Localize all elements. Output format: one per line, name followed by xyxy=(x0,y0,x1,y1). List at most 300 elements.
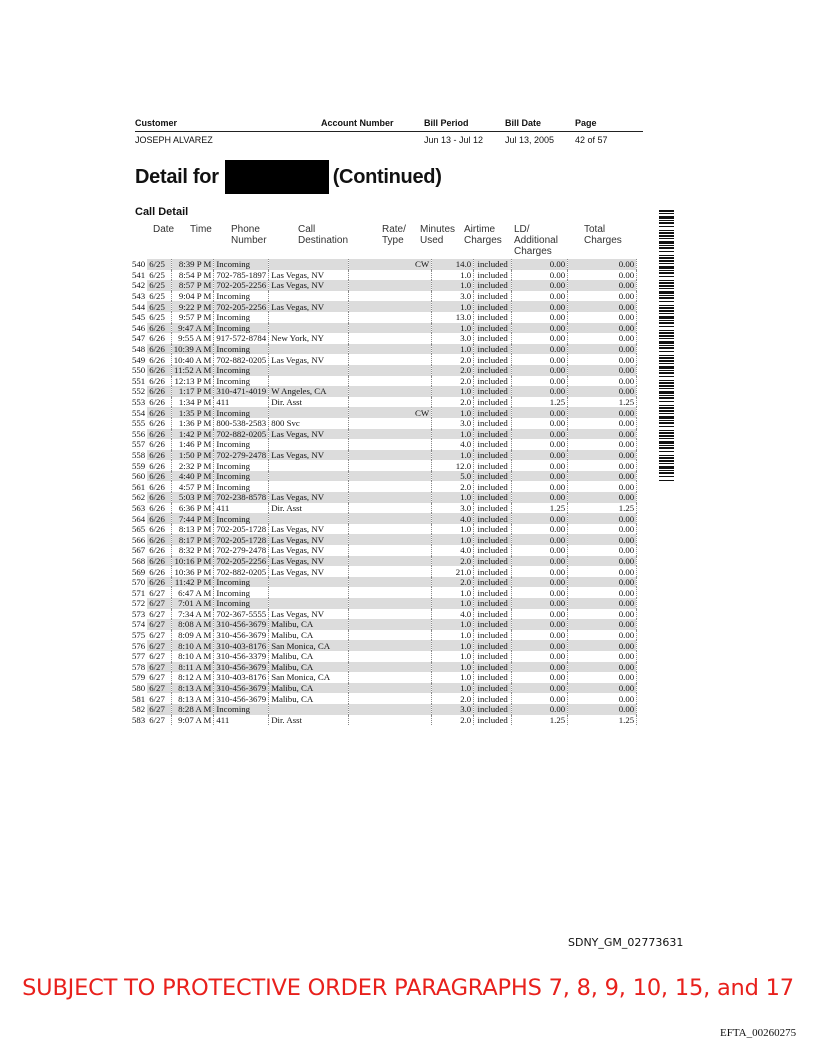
call-destination: W Angeles, CA xyxy=(269,386,349,397)
rate-type xyxy=(349,524,432,535)
page-label: Page xyxy=(575,118,597,128)
table-row xyxy=(130,513,637,524)
rate-type xyxy=(349,333,432,344)
call-time: 10:40 A M xyxy=(171,354,214,365)
table-row xyxy=(130,587,637,598)
barcode-bar xyxy=(659,241,674,244)
minutes-used: 3.0 xyxy=(432,418,474,429)
ld-charges: 0.00 xyxy=(512,683,568,694)
ld-charges: 0.00 xyxy=(512,418,568,429)
airtime-charges: included xyxy=(474,693,512,704)
barcode-bar xyxy=(659,291,674,294)
barcode-bar xyxy=(659,235,674,237)
ld-charges: 1.25 xyxy=(512,715,568,726)
call-destination: Las Vegas, NV xyxy=(269,524,349,535)
call-destination: Las Vegas, NV xyxy=(269,301,349,312)
row-number: 553 xyxy=(132,397,146,408)
barcode-bar xyxy=(659,230,674,231)
row-number: 549 xyxy=(132,354,146,365)
ld-charges: 0.00 xyxy=(512,524,568,535)
call-destination xyxy=(269,323,349,334)
table-row xyxy=(130,312,637,323)
col-ld-charges: LD/ Additional Charges xyxy=(514,224,558,257)
row-number: 543 xyxy=(132,291,146,302)
total-charges: 0.00 xyxy=(568,270,637,281)
minutes-used: 2.0 xyxy=(432,365,474,376)
table-row xyxy=(130,662,637,673)
table-row xyxy=(130,609,637,620)
minutes-used: 13.0 xyxy=(432,312,474,323)
call-time: 8:28 A M xyxy=(171,704,214,715)
row-number: 547 xyxy=(132,333,146,344)
rate-type xyxy=(349,609,432,620)
barcode-bar xyxy=(659,255,674,256)
call-time: 9:47 A M xyxy=(171,323,214,334)
table-row xyxy=(130,407,637,418)
call-date: 6/26 xyxy=(147,460,171,471)
total-charges: 0.00 xyxy=(568,545,637,556)
ld-charges: 0.00 xyxy=(512,407,568,418)
call-destination: Malibu, CA xyxy=(269,693,349,704)
airtime-charges: included xyxy=(474,354,512,365)
airtime-charges: included xyxy=(474,270,512,281)
ld-charges: 0.00 xyxy=(512,672,568,683)
call-time: 7:34 A M xyxy=(171,609,214,620)
bill-header xyxy=(135,118,643,146)
col-phone: Phone Number xyxy=(231,224,267,246)
barcode-bar xyxy=(659,288,674,289)
ld-charges: 0.00 xyxy=(512,460,568,471)
airtime-charges: included xyxy=(474,280,512,291)
call-date: 6/26 xyxy=(147,577,171,588)
airtime-charges: included xyxy=(474,323,512,334)
total-charges: 0.00 xyxy=(568,619,637,630)
barcode-bar xyxy=(659,282,674,284)
barcode-bar xyxy=(659,463,674,464)
col-rate-type: Rate/ Type xyxy=(382,224,406,246)
bill-period-label: Bill Period xyxy=(424,118,469,128)
total-charges: 0.00 xyxy=(568,418,637,429)
table-row xyxy=(130,270,637,281)
call-time: 4:57 P M xyxy=(171,481,214,492)
detail-title xyxy=(135,160,442,194)
call-destination: San Monica, CA xyxy=(269,672,349,683)
table-row xyxy=(130,492,637,503)
ld-charges: 0.00 xyxy=(512,587,568,598)
col-airtime: Airtime Charges xyxy=(464,224,502,246)
ld-charges: 0.00 xyxy=(512,566,568,577)
call-time: 8:39 P M xyxy=(171,259,214,270)
barcode-bar xyxy=(659,301,674,302)
airtime-charges: included xyxy=(474,312,512,323)
barcode-bar xyxy=(659,376,674,377)
barcode-bar xyxy=(659,307,674,309)
ld-charges: 0.00 xyxy=(512,280,568,291)
call-time: 8:54 P M xyxy=(171,270,214,281)
barcode-bar xyxy=(659,295,674,296)
barcode-bar xyxy=(659,438,674,439)
table-row xyxy=(130,524,637,535)
rate-type xyxy=(349,492,432,503)
ld-charges: 0.00 xyxy=(512,365,568,376)
table-row xyxy=(130,683,637,694)
bill-period-value: Jun 13 - Jul 12 xyxy=(424,135,484,145)
table-row xyxy=(130,556,637,567)
call-time: 5:03 P M xyxy=(171,492,214,503)
minutes-used: 1.0 xyxy=(432,587,474,598)
section-title: Call Detail xyxy=(135,206,189,218)
call-time: 9:55 A M xyxy=(171,333,214,344)
phone-number: Incoming xyxy=(214,407,269,418)
minutes-used: 2.0 xyxy=(432,376,474,387)
rate-type: CW xyxy=(349,407,432,418)
total-charges: 0.00 xyxy=(568,323,637,334)
total-charges: 0.00 xyxy=(568,566,637,577)
minutes-used: 14.0 xyxy=(432,259,474,270)
barcode-bar xyxy=(659,260,674,262)
minutes-used: 1.0 xyxy=(432,619,474,630)
total-charges: 0.00 xyxy=(568,556,637,567)
table-row xyxy=(130,291,637,302)
row-number: 583 xyxy=(132,714,146,725)
minutes-used: 12.0 xyxy=(432,460,474,471)
barcode-bar xyxy=(659,335,674,337)
phone-number: Incoming xyxy=(214,577,269,588)
row-number: 551 xyxy=(132,375,146,386)
call-date: 6/26 xyxy=(147,503,171,514)
barcode-bar xyxy=(659,351,674,352)
row-number: 576 xyxy=(132,640,146,651)
call-destination: Malibu, CA xyxy=(269,662,349,673)
call-time: 8:13 A M xyxy=(171,683,214,694)
row-number: 542 xyxy=(132,280,146,291)
rate-type xyxy=(349,323,432,334)
airtime-charges: included xyxy=(474,301,512,312)
call-time: 6:47 A M xyxy=(171,587,214,598)
minutes-used: 1.0 xyxy=(432,662,474,673)
row-number: 541 xyxy=(132,269,146,280)
header-labels xyxy=(135,118,643,132)
ld-charges: 0.00 xyxy=(512,481,568,492)
call-date: 6/27 xyxy=(147,630,171,641)
total-charges: 0.00 xyxy=(568,301,637,312)
airtime-charges: included xyxy=(474,460,512,471)
barcode-bar xyxy=(659,232,674,234)
minutes-used: 1.0 xyxy=(432,534,474,545)
airtime-charges: included xyxy=(474,524,512,535)
call-date: 6/27 xyxy=(147,672,171,683)
row-number: 559 xyxy=(132,460,146,471)
phone-number: 310-456-3679 xyxy=(214,662,269,673)
barcode-bar xyxy=(659,285,674,287)
row-number: 579 xyxy=(132,672,146,683)
rate-type xyxy=(349,365,432,376)
rate-type xyxy=(349,672,432,683)
rate-type xyxy=(349,598,432,609)
call-time: 8:13 P M xyxy=(171,524,214,535)
call-destination: Las Vegas, NV xyxy=(269,270,349,281)
barcode-bar xyxy=(659,451,674,452)
call-time: 8:11 A M xyxy=(171,662,214,673)
total-charges: 0.00 xyxy=(568,598,637,609)
phone-number: 917-572-8784 xyxy=(214,333,269,344)
rate-type xyxy=(349,481,432,492)
barcode-bar xyxy=(659,276,674,277)
call-date: 6/26 xyxy=(147,566,171,577)
ld-charges: 0.00 xyxy=(512,471,568,482)
barcode-bar xyxy=(659,397,674,399)
barcode-bar xyxy=(659,330,674,331)
rate-type xyxy=(349,566,432,577)
minutes-used: 1.0 xyxy=(432,344,474,355)
call-destination: Dir. Asst xyxy=(269,503,349,514)
minutes-used: 1.0 xyxy=(432,450,474,461)
rate-type: CW xyxy=(349,259,432,270)
airtime-charges: included xyxy=(474,418,512,429)
total-charges: 0.00 xyxy=(568,704,637,715)
call-time: 8:57 P M xyxy=(171,280,214,291)
call-destination: Las Vegas, NV xyxy=(269,354,349,365)
rate-type xyxy=(349,471,432,482)
row-number: 574 xyxy=(132,619,146,630)
total-charges: 0.00 xyxy=(568,429,637,440)
rate-type xyxy=(349,376,432,387)
call-date: 6/25 xyxy=(147,301,171,312)
call-destination: Malibu, CA xyxy=(269,651,349,662)
phone-number: Incoming xyxy=(214,513,269,524)
ld-charges: 1.25 xyxy=(512,503,568,514)
row-number: 568 xyxy=(132,555,146,566)
call-date: 6/26 xyxy=(147,407,171,418)
ld-charges: 0.00 xyxy=(512,429,568,440)
airtime-charges: included xyxy=(474,619,512,630)
ld-charges: 0.00 xyxy=(512,577,568,588)
call-time: 4:40 P M xyxy=(171,471,214,482)
minutes-used: 4.0 xyxy=(432,609,474,620)
phone-number: 310-403-8176 xyxy=(214,640,269,651)
total-charges: 0.00 xyxy=(568,386,637,397)
airtime-charges: included xyxy=(474,397,512,408)
phone-number: 411 xyxy=(214,397,269,408)
call-time: 10:39 A M xyxy=(171,344,214,355)
barcode-bar xyxy=(659,257,674,259)
table-row xyxy=(130,481,637,492)
barcode-bar xyxy=(659,270,674,271)
call-date: 6/26 xyxy=(147,365,171,376)
call-date: 6/26 xyxy=(147,513,171,524)
call-destination: Las Vegas, NV xyxy=(269,492,349,503)
minutes-used: 1.0 xyxy=(432,672,474,683)
minutes-used: 1.0 xyxy=(432,492,474,503)
column-headers xyxy=(135,224,635,258)
ld-charges: 0.00 xyxy=(512,333,568,344)
ld-charges: 0.00 xyxy=(512,598,568,609)
row-number: 572 xyxy=(132,598,146,609)
call-destination: Las Vegas, NV xyxy=(269,429,349,440)
rate-type xyxy=(349,715,432,726)
ld-charges: 0.00 xyxy=(512,439,568,450)
bill-date-value: Jul 13, 2005 xyxy=(505,135,555,145)
call-destination: San Monica, CA xyxy=(269,640,349,651)
phone-number: Incoming xyxy=(214,376,269,387)
call-destination xyxy=(269,577,349,588)
airtime-charges: included xyxy=(474,386,512,397)
table-row xyxy=(130,439,637,450)
row-number: 554 xyxy=(132,407,146,418)
minutes-used: 1.0 xyxy=(432,640,474,651)
row-number: 573 xyxy=(132,608,146,619)
call-time: 8:17 P M xyxy=(171,534,214,545)
ld-charges: 0.00 xyxy=(512,545,568,556)
table-row xyxy=(130,566,637,577)
airtime-charges: included xyxy=(474,471,512,482)
phone-number: Incoming xyxy=(214,259,269,270)
call-date: 6/26 xyxy=(147,397,171,408)
phone-number: 702-238-8578 xyxy=(214,492,269,503)
barcode-bar xyxy=(659,213,674,214)
table-row xyxy=(130,259,637,270)
call-date: 6/27 xyxy=(147,715,171,726)
ld-charges: 0.00 xyxy=(512,344,568,355)
table-row xyxy=(130,503,637,514)
table-row xyxy=(130,386,637,397)
phone-number: Incoming xyxy=(214,323,269,334)
airtime-charges: included xyxy=(474,481,512,492)
airtime-charges: included xyxy=(474,492,512,503)
minutes-used: 5.0 xyxy=(432,471,474,482)
total-charges: 0.00 xyxy=(568,609,637,620)
ld-charges: 0.00 xyxy=(512,301,568,312)
minutes-used: 2.0 xyxy=(432,577,474,588)
call-time: 1:50 P M xyxy=(171,450,214,461)
call-date: 6/26 xyxy=(147,323,171,334)
barcode-bar xyxy=(659,407,674,409)
call-date: 6/26 xyxy=(147,429,171,440)
call-time: 7:01 A M xyxy=(171,598,214,609)
detail-prefix: Detail for xyxy=(135,165,219,188)
call-date: 6/25 xyxy=(147,270,171,281)
ld-charges: 0.00 xyxy=(512,291,568,302)
row-number: 540 xyxy=(132,259,146,270)
minutes-used: 1.0 xyxy=(432,524,474,535)
table-row xyxy=(130,365,637,376)
table-row xyxy=(130,397,637,408)
call-date: 6/27 xyxy=(147,619,171,630)
barcode-bar xyxy=(659,220,674,221)
row-number: 569 xyxy=(132,566,146,577)
total-charges: 0.00 xyxy=(568,291,637,302)
ld-charges: 0.00 xyxy=(512,556,568,567)
total-charges: 0.00 xyxy=(568,640,637,651)
total-charges: 0.00 xyxy=(568,407,637,418)
call-detail-table xyxy=(130,259,637,725)
call-time: 1:42 P M xyxy=(171,429,214,440)
airtime-charges: included xyxy=(474,651,512,662)
barcode-bar xyxy=(659,426,674,427)
total-charges: 0.00 xyxy=(568,280,637,291)
ld-charges: 0.00 xyxy=(512,693,568,704)
barcode-bar xyxy=(659,366,674,369)
call-time: 1:36 P M xyxy=(171,418,214,429)
rate-type xyxy=(349,312,432,323)
table-row xyxy=(130,619,637,630)
rate-type xyxy=(349,429,432,440)
barcode-bar xyxy=(659,247,674,249)
col-time: Time xyxy=(190,224,212,235)
barcode-bar xyxy=(659,385,674,387)
barcode-bar xyxy=(659,332,674,334)
total-charges: 0.00 xyxy=(568,587,637,598)
redaction-block xyxy=(225,160,329,194)
call-destination xyxy=(269,376,349,387)
total-charges: 0.00 xyxy=(568,693,637,704)
call-date: 6/26 xyxy=(147,534,171,545)
rate-type xyxy=(349,344,432,355)
minutes-used: 2.0 xyxy=(432,481,474,492)
airtime-charges: included xyxy=(474,365,512,376)
barcode-bar xyxy=(659,238,674,239)
page-value: 42 of 57 xyxy=(575,135,608,145)
rate-type xyxy=(349,450,432,461)
barcode-bar xyxy=(659,388,674,389)
minutes-used: 4.0 xyxy=(432,439,474,450)
row-number: 565 xyxy=(132,524,146,535)
phone-number: Incoming xyxy=(214,598,269,609)
table-row xyxy=(130,715,637,726)
call-destination xyxy=(269,704,349,715)
barcode-bar xyxy=(659,405,674,406)
call-date: 6/26 xyxy=(147,556,171,567)
rate-type xyxy=(349,280,432,291)
call-date: 6/25 xyxy=(147,291,171,302)
barcode-bar xyxy=(659,245,674,246)
barcode-bar xyxy=(659,226,674,227)
airtime-charges: included xyxy=(474,683,512,694)
phone-number: Incoming xyxy=(214,460,269,471)
ld-charges: 0.00 xyxy=(512,323,568,334)
barcode-bar xyxy=(659,363,674,364)
airtime-charges: included xyxy=(474,344,512,355)
total-charges: 0.00 xyxy=(568,312,637,323)
ld-charges: 0.00 xyxy=(512,619,568,630)
barcode-bar xyxy=(659,455,674,456)
total-charges: 0.00 xyxy=(568,376,637,387)
call-time: 1:34 P M xyxy=(171,397,214,408)
barcode-bar xyxy=(659,420,674,421)
call-time: 2:32 P M xyxy=(171,460,214,471)
call-time: 1:35 P M xyxy=(171,407,214,418)
airtime-charges: included xyxy=(474,598,512,609)
airtime-charges: included xyxy=(474,503,512,514)
table-row xyxy=(130,301,637,312)
call-time: 9:57 P M xyxy=(171,312,214,323)
call-date: 6/26 xyxy=(147,545,171,556)
total-charges: 0.00 xyxy=(568,460,637,471)
ld-charges: 0.00 xyxy=(512,259,568,270)
call-time: 9:04 P M xyxy=(171,291,214,302)
total-charges: 0.00 xyxy=(568,471,637,482)
customer-name: JOSEPH ALVAREZ xyxy=(135,135,213,145)
call-destination: Dir. Asst xyxy=(269,715,349,726)
col-destination: Call Destination xyxy=(298,224,349,246)
minutes-used: 2.0 xyxy=(432,693,474,704)
total-charges: 0.00 xyxy=(568,365,637,376)
ld-charges: 0.00 xyxy=(512,513,568,524)
minutes-used: 1.0 xyxy=(432,270,474,281)
col-total: Total Charges xyxy=(584,224,622,246)
barcode-bar xyxy=(659,460,674,462)
barcode-bar xyxy=(659,347,674,349)
